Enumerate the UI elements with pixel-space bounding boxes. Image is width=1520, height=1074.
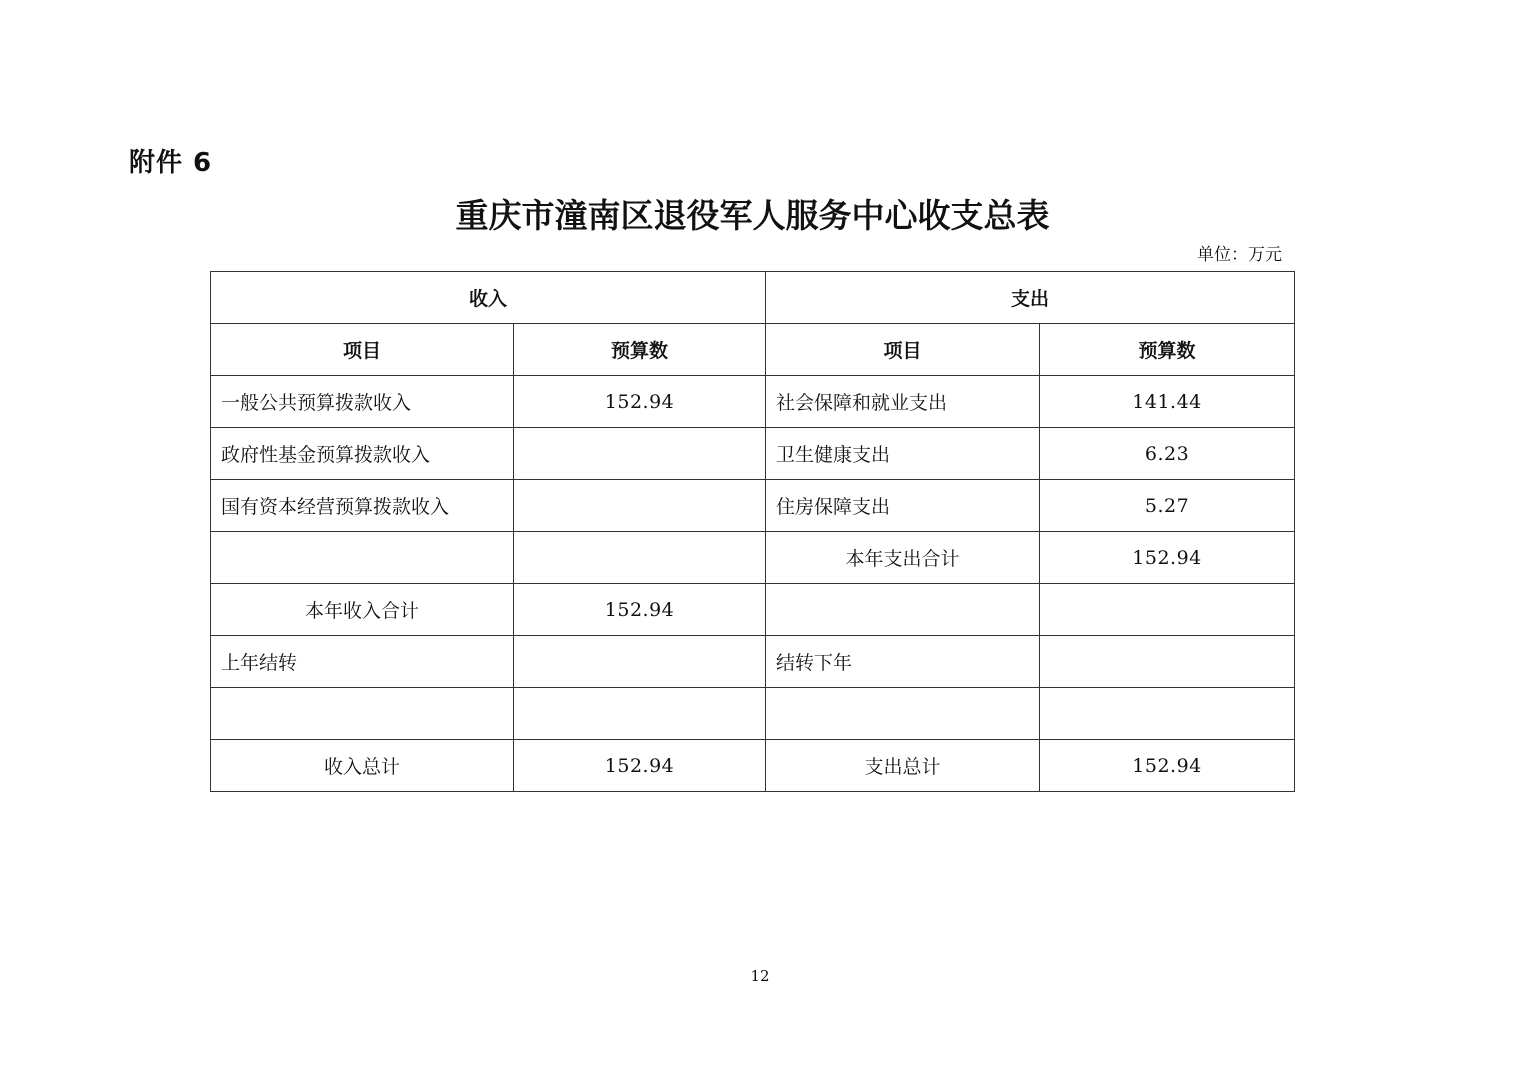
income-value-cell: [514, 480, 766, 532]
expense-item-cell: [766, 584, 1040, 636]
expense-item-cell: [766, 688, 1040, 740]
income-budget-column-header: 预算数: [514, 324, 766, 376]
expense-total-value: 152.94: [1040, 740, 1295, 792]
income-value-cell: [514, 688, 766, 740]
budget-summary-table: [210, 271, 1295, 792]
income-value-cell: [514, 532, 766, 584]
expense-value-cell: 141.44: [1040, 376, 1295, 428]
table-row: [211, 376, 1295, 428]
unit-label: 单位：万元: [1197, 245, 1282, 265]
expense-subtotal-value: 152.94: [1040, 532, 1295, 584]
table-column-header-row: [211, 324, 1295, 376]
expense-item-cell: 结转下年: [766, 636, 1040, 688]
table-total-row: [211, 740, 1295, 792]
table-row: [211, 532, 1295, 584]
table-group-header-row: [211, 272, 1295, 324]
expense-item-cell: 住房保障支出: [766, 480, 1040, 532]
income-item-cell: [211, 688, 514, 740]
income-value-cell: [514, 636, 766, 688]
attachment-label: 附件 6: [129, 148, 213, 178]
income-item-cell: 国有资本经营预算拨款收入: [211, 480, 514, 532]
expense-total-label: 支出总计: [766, 740, 1040, 792]
expense-value-cell: 5.27: [1040, 480, 1295, 532]
table-row: [211, 688, 1295, 740]
income-total-label: 收入总计: [211, 740, 514, 792]
income-item-cell: 上年结转: [211, 636, 514, 688]
page-title: 重庆市潼南区退役军人服务中心收支总表: [455, 196, 1050, 235]
expense-header: 支出: [766, 272, 1295, 324]
expense-value-cell: 6.23: [1040, 428, 1295, 480]
expense-budget-column-header: 预算数: [1040, 324, 1295, 376]
table-row: [211, 428, 1295, 480]
income-item-cell: 一般公共预算拨款收入: [211, 376, 514, 428]
expense-value-cell: [1040, 584, 1295, 636]
income-subtotal-label: 本年收入合计: [211, 584, 514, 636]
income-total-value: 152.94: [514, 740, 766, 792]
income-value-cell: 152.94: [514, 376, 766, 428]
income-item-cell: 政府性基金预算拨款收入: [211, 428, 514, 480]
income-subtotal-value: 152.94: [514, 584, 766, 636]
page-number: 12: [750, 967, 770, 985]
expense-subtotal-label: 本年支出合计: [766, 532, 1040, 584]
expense-item-cell: 社会保障和就业支出: [766, 376, 1040, 428]
income-item-cell: [211, 532, 514, 584]
expense-value-cell: [1040, 688, 1295, 740]
expense-item-cell: 卫生健康支出: [766, 428, 1040, 480]
expense-value-cell: [1040, 636, 1295, 688]
income-item-column-header: 项目: [211, 324, 514, 376]
table-row: [211, 636, 1295, 688]
income-value-cell: [514, 428, 766, 480]
table-row: [211, 584, 1295, 636]
table-row: [211, 480, 1295, 532]
expense-item-column-header: 项目: [766, 324, 1040, 376]
income-header: 收入: [211, 272, 766, 324]
